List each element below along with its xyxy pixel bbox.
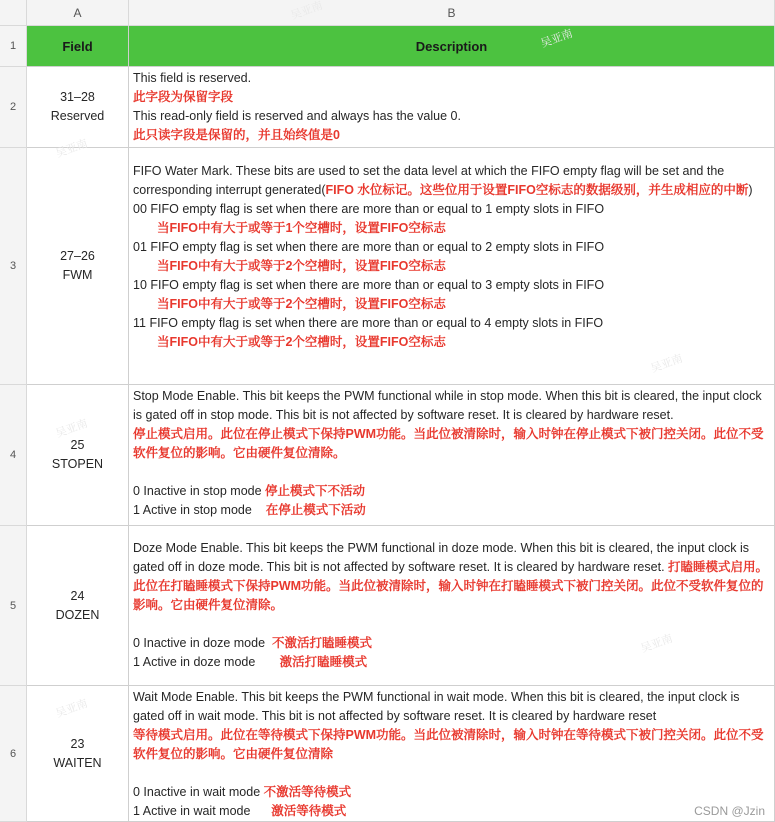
option-text: 1 Active in doze mode [133,655,256,669]
option-line [133,783,770,802]
option-line [133,501,770,520]
desc-en: Doze Mode Enable. This bit keeps the PWM functional in doze mode. When this bit is cleared, the input clock is gated off in doze mode. This bit is not affected by software reset. It is cleared by hardware reset. [133,541,750,574]
desc-cn: 打瞌睡模式启用。此位在打瞌睡模式下保持PWM功能。当此位被清除时，输入时钟在打瞌睡模式下被门控关闭。此位不受软件复位的影响。它由硬件复位清除。 [133,560,769,612]
watermark: 吴亚南 [54,697,90,721]
option-text-cn: 不激活打瞌睡模式 [271,636,372,650]
option-text: 1 Active in wait mode [133,804,251,818]
field-cell-fwm[interactable] [27,148,129,385]
desc-line-cn: 此字段为保留字段 [133,90,234,104]
option-line: 00 FIFO empty flag is set when there are more than or equal to 1 empty slots in FIFO [133,202,605,216]
option-line: 10 FIFO empty flag is set when there are more than or equal to 3 empty slots in FIFO [133,278,605,292]
field-cell-stopen[interactable] [27,385,129,526]
row-header-5[interactable]: 5 [0,526,27,686]
description-cell-reserved[interactable] [129,67,775,148]
watermark: 吴亚南 [54,137,90,161]
watermark: 吴亚南 [289,0,325,23]
description-cell-waiten[interactable] [129,686,775,822]
column-header-b[interactable]: B [129,0,775,26]
option-line: 11 FIFO empty flag is set when there are more than or equal to 4 empty slots in FIFO [133,316,604,330]
select-all-corner[interactable] [0,0,27,26]
field-bits: 25 [70,438,85,452]
field-bits: 27–26 [60,249,95,263]
option-text: 0 Inactive in doze mode [133,636,266,650]
desc-en: Wait Mode Enable. This bit keeps the PWM functional in wait mode. When this bit is cleared, the input clock is gated off in wait mode. This bit is not affected by software reset. It is cleared by hardware reset [133,690,740,723]
row-header-6[interactable]: 6 [0,686,27,822]
field-cell-dozen[interactable] [27,526,129,686]
option-line-cn-text: 当FIFO中有大于或等于2个空槽时，设置FIFO空标志 [157,335,446,349]
option-text: 1 Active in stop mode [133,503,252,517]
option-line-cn-text: 当FIFO中有大于或等于2个空槽时，设置FIFO空标志 [157,297,446,311]
desc-intro-en: FIFO Water Mark. These bits are used to set the data level at which the FIFO empty flag will be set and the corresponding interrupt generated( [133,164,725,197]
desc-cn: 等待模式启用。此位在等待模式下保持PWM功能。当此位被清除时，输入时钟在等待模式下被门控关闭。此位不受软件复位的影响。它由硬件复位清除 [133,728,764,761]
field-bits: 23 [70,736,85,751]
field-name: WAITEN [53,755,102,770]
desc-line: This read-only field is reserved and always has the value 0. [133,109,461,123]
watermark: 吴亚南 [54,417,90,441]
field-name: Reserved [50,109,105,123]
option-line-cn-text: 当FIFO中有大于或等于2个空槽时，设置FIFO空标志 [157,259,446,273]
field-name: STOPEN [51,457,104,471]
field-name: DOZEN [55,607,100,622]
desc-cn: 停止模式启用。此位在停止模式下保持PWM功能。当此位被清除时，输入时钟在停止模式下被门控关闭。此位不受软件复位的影响。它由硬件复位清除。 [133,427,764,460]
option-text-cn: 不激活等待模式 [263,785,352,799]
watermark: 吴亚南 [539,27,575,51]
option-line-cn [133,295,770,314]
header-description-cell[interactable]: Description [129,26,775,67]
field-name: FWM [62,268,93,282]
desc-intro-end: ) [748,183,753,197]
option-text-cn: 在停止模式下活动 [265,503,366,517]
row-header-1[interactable]: 1 [0,26,27,67]
column-header-a[interactable]: A [27,0,129,26]
watermark: 吴亚南 [639,632,675,656]
option-text-cn: 激活等待模式 [271,804,347,818]
row-header-3[interactable]: 3 [0,148,27,385]
option-line-cn [133,257,770,276]
desc-combined [133,539,770,615]
row-header-4[interactable]: 4 [0,385,27,526]
credit-label: CSDN @Jzin [694,804,765,818]
option-line [133,802,770,821]
desc-intro-cn: FIFO 水位标记。这些位用于设置FIFO空标志的数据级别，并生成相应的中断 [325,183,749,197]
desc-line: This field is reserved. [133,71,252,85]
field-bits: 24 [70,588,85,603]
desc-line-cn: 此只读字段是保留的，并且始终值是0 [133,128,340,142]
option-text-cn: 停止模式下不活动 [265,484,366,498]
option-text-cn: 激活打瞌睡模式 [279,655,368,669]
option-text: 0 Inactive in stop mode [133,484,262,498]
description-cell-dozen[interactable] [129,526,775,686]
option-line-cn [133,219,770,238]
option-line [133,653,770,672]
header-field-cell[interactable]: Field [27,26,129,67]
desc-en: Stop Mode Enable. This bit keeps the PWM functional while in stop mode. When this bit is cleared, the input clock is gated off in stop mode. This bit is not affected by software reset. It is cleared by hardware reset. [133,389,762,422]
option-line: 01 FIFO empty flag is set when there are more than or equal to 2 empty slots in FIFO [133,240,605,254]
desc-intro [133,162,770,200]
row-header-2[interactable]: 2 [0,67,27,148]
watermark: 吴亚南 [649,352,685,376]
option-line-cn [133,333,770,352]
description-cell-stopen[interactable] [129,385,775,526]
option-line [133,482,770,501]
field-bits: 31–28 [60,90,95,104]
option-line-cn-text: 当FIFO中有大于或等于1个空槽时，设置FIFO空标志 [157,221,446,235]
option-text: 0 Inactive in wait mode [133,785,261,799]
